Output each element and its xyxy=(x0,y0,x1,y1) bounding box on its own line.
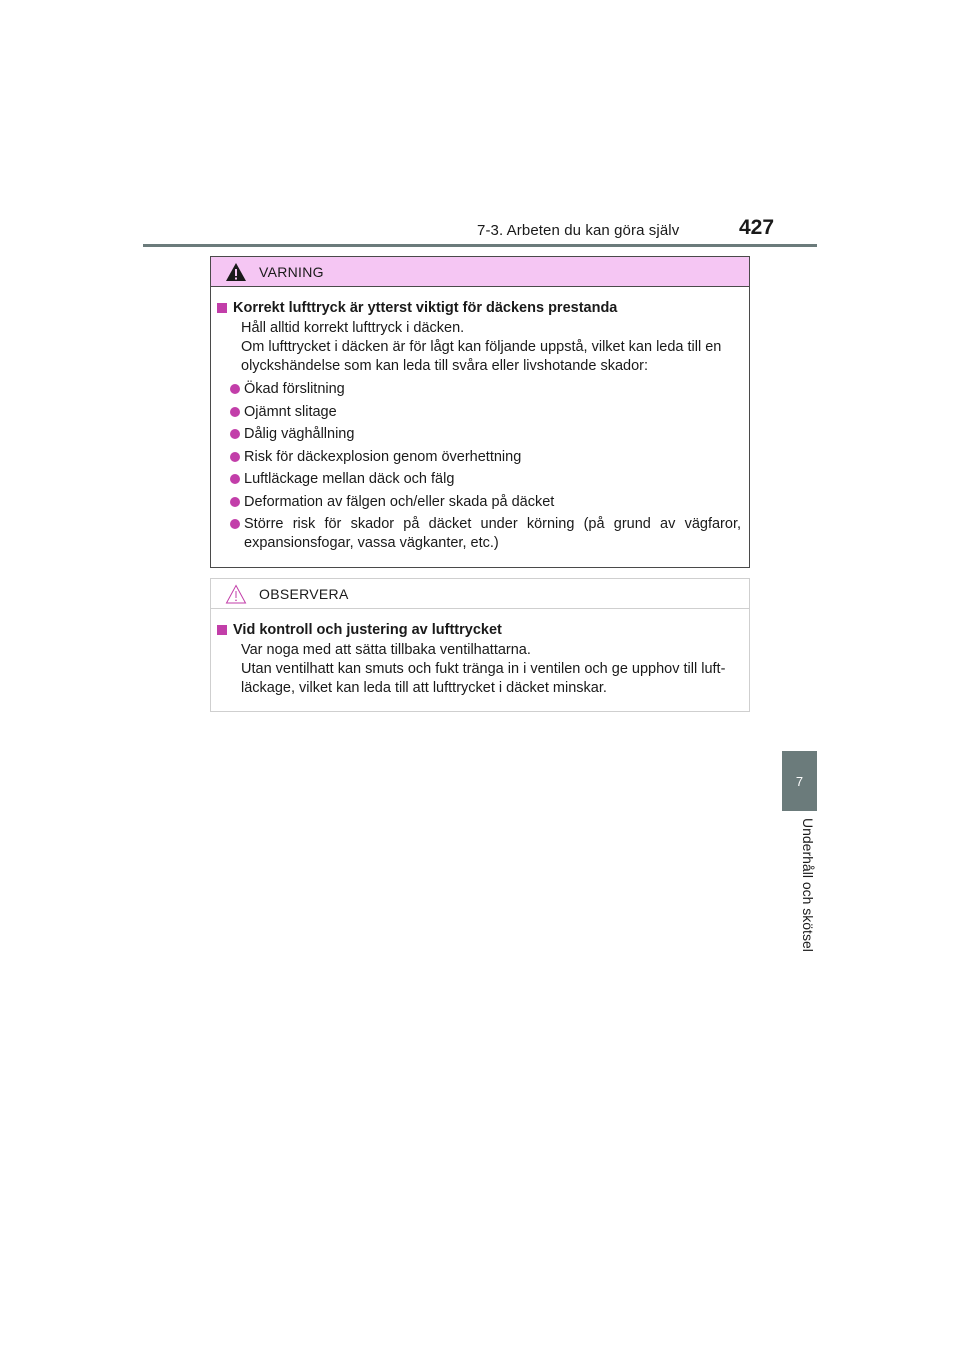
list-item: Större risk för skador på däcket under körning (på grund av vägfaror, expansionsfogar, vassa vägkanter, etc.) xyxy=(230,515,741,553)
notice-text-1: Var noga med att sätta tillbaka ventilhattarna. xyxy=(241,642,531,658)
warning-intro-1: Håll alltid korrekt lufttryck i däcken. xyxy=(241,320,465,336)
bullet-dot-icon xyxy=(230,429,240,439)
warning-body xyxy=(211,287,749,553)
warning-label: VARNING xyxy=(259,263,324,280)
bullet-dot-icon xyxy=(230,407,240,417)
list-item: Ojämnt slitage xyxy=(230,403,741,422)
notice-label: OBSERVERA xyxy=(259,585,349,602)
notice-header xyxy=(211,579,749,609)
list-item: Risk för däckexplosion genom överhettning xyxy=(230,448,741,467)
bullet-dot-icon xyxy=(230,497,240,507)
bullet-dot-icon xyxy=(230,384,240,394)
notice-body xyxy=(211,609,749,698)
bullet-dot-icon xyxy=(230,452,240,462)
notice-heading xyxy=(217,621,741,640)
warning-list xyxy=(217,380,741,553)
warning-box xyxy=(210,256,750,568)
list-item: Ökad förslitning xyxy=(230,380,741,399)
square-bullet-icon xyxy=(217,625,227,635)
list-item: Dålig väghållning xyxy=(230,425,741,444)
warning-heading-text: Korrekt lufttryck är ytterst viktigt för däckens prestanda xyxy=(233,300,618,316)
chapter-title: Underhåll och skötsel xyxy=(800,818,816,952)
warning-triangle-icon xyxy=(225,262,247,282)
square-bullet-icon xyxy=(217,303,227,313)
list-item: Luftläckage mellan däck och fälg xyxy=(230,470,741,489)
bullet-dot-icon xyxy=(230,519,240,529)
notice-box xyxy=(210,578,750,712)
list-item: Deformation av fälgen och/eller skada på däcket xyxy=(230,493,741,512)
section-title: 7-3. Arbeten du kan göra själv xyxy=(477,222,680,239)
bullet-dot-icon xyxy=(230,474,240,484)
warning-intro-2: Om lufttrycket i däcken är för lågt kan följande uppstå, vilket kan leda till en olyckshändelse som kan leda till svåra eller livshotande skador: xyxy=(241,339,722,374)
warning-heading xyxy=(217,299,741,318)
caution-triangle-icon xyxy=(225,584,247,604)
chapter-tab xyxy=(782,751,817,811)
notice-text-2: Utan ventilhatt kan smuts och fukt tränga in i ventilen och ge upphov till luft-läckage, vilket kan leda till att lufttrycket i däcket minskar. xyxy=(241,661,726,696)
warning-header xyxy=(211,257,749,287)
notice-heading-text: Vid kontroll och justering av lufttrycket xyxy=(233,622,502,638)
page-number: 427 xyxy=(739,216,775,239)
chapter-number: 7 xyxy=(795,773,804,789)
header-rule xyxy=(143,244,817,247)
